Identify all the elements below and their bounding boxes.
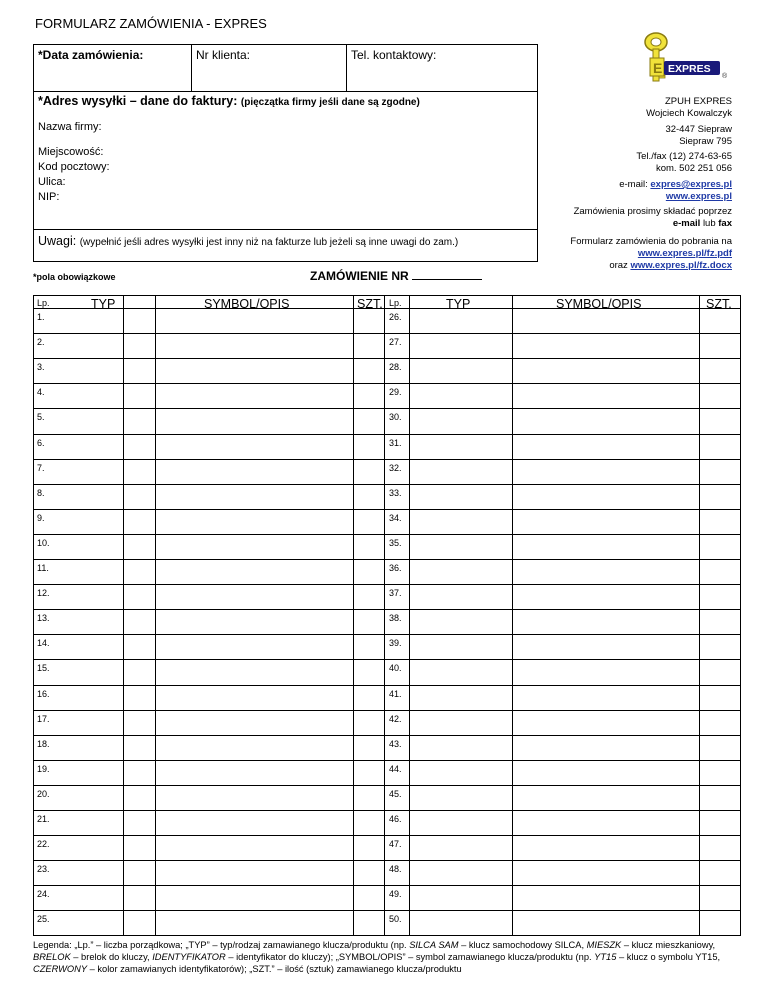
shipping-address-label: *Adres wysyłki – dane do faktury: xyxy=(38,94,238,108)
row-divider xyxy=(34,559,740,560)
legend-part: – klucz mieszkaniowy, xyxy=(621,940,716,950)
row-number-right: 45. xyxy=(389,788,402,799)
row-divider xyxy=(34,860,740,861)
customer-details-box xyxy=(33,44,538,262)
notes-label: Uwagi: xyxy=(38,234,77,248)
legend-part: CZERWONY xyxy=(33,964,88,974)
row-number-right: 50. xyxy=(389,914,402,925)
order-number-title[interactable] xyxy=(310,268,482,283)
row-number-left: 8. xyxy=(37,487,45,498)
legend-part: – klucz o symbolu YT15, xyxy=(616,952,721,962)
order-table xyxy=(33,295,741,936)
company-address-block xyxy=(665,124,732,148)
legend-part: YT15 xyxy=(594,952,617,962)
street-label: Ulica: xyxy=(38,176,66,188)
pdf-link[interactable]: www.expres.pl/fz.pdf xyxy=(637,248,732,259)
company-name: ZPUH EXPRES xyxy=(664,96,732,107)
email-link[interactable]: expres@expres.pl xyxy=(650,179,732,190)
header-lp-right: Lp. xyxy=(389,298,402,308)
legend-part: IDENTYFIKATOR xyxy=(152,952,226,962)
company-mobile: kom. 502 251 056 xyxy=(655,163,732,174)
orders-note-line1: Zamówienia prosimy składać poprzez xyxy=(573,206,732,217)
column-divider xyxy=(384,296,385,935)
column-divider xyxy=(353,296,354,935)
row-number-right: 27. xyxy=(389,337,402,348)
company-street: Siepraw 795 xyxy=(679,136,732,147)
row-divider xyxy=(34,383,740,384)
row-divider xyxy=(34,308,740,309)
row-number-left: 25. xyxy=(37,914,50,925)
required-fields-note: *pola obowiązkowe xyxy=(33,272,116,282)
row-number-right: 32. xyxy=(389,462,402,473)
orders-note-line2 xyxy=(574,218,732,230)
company-name-block xyxy=(646,96,732,120)
notes-hint: (wypełnić jeśli adres wysyłki jest inny niż na fakturze lub jeżeli są inne uwagi do zam.) xyxy=(79,237,459,248)
row-divider xyxy=(34,659,740,660)
company-phone: Tel./fax (12) 274-63-65 xyxy=(636,151,732,162)
row-number-left: 15. xyxy=(37,663,50,674)
row-number-right: 36. xyxy=(389,563,402,573)
header-symbol-right: SYMBOL/OPIS xyxy=(556,297,642,311)
company-phone-block xyxy=(636,151,732,175)
row-number-left: 24. xyxy=(37,889,50,900)
row-number-right: 26. xyxy=(389,312,402,322)
header-szt-right: SZT. xyxy=(706,297,732,311)
row-divider xyxy=(34,459,740,460)
shipping-address-note: (pięczątka firmy jeśli dane są zgodne) xyxy=(240,97,420,108)
column-divider xyxy=(155,296,156,935)
row-divider xyxy=(34,810,740,811)
row-number-left: 6. xyxy=(37,437,45,448)
shipping-address-title xyxy=(38,94,420,108)
legend-part: BRELOK xyxy=(33,952,71,962)
row-number-right: 37. xyxy=(389,588,402,599)
row-divider xyxy=(34,434,740,435)
row-divider xyxy=(34,885,740,886)
orders-note-block xyxy=(574,206,732,230)
row-number-left: 16. xyxy=(37,688,50,699)
legend-part: SILCA SAM xyxy=(409,940,459,950)
row-number-right: 44. xyxy=(389,763,402,774)
header-typ-right: TYP xyxy=(446,297,471,311)
row-number-right: 47. xyxy=(389,839,402,850)
row-divider xyxy=(34,509,740,510)
column-divider xyxy=(123,296,124,935)
row-divider xyxy=(34,609,740,610)
legend-part: – kolor zamawianych identyfikatorów); „SZT.” – ilość (sztuk) zamawianego klucza/produktu xyxy=(87,964,462,974)
nip-label: NIP: xyxy=(38,191,60,203)
row-divider xyxy=(34,534,740,535)
row-number-left: 20. xyxy=(37,788,50,799)
row-number-left: 11. xyxy=(37,563,49,573)
row-divider xyxy=(34,358,740,359)
row-number-right: 46. xyxy=(389,814,402,824)
row-number-left: 4. xyxy=(37,387,45,398)
logo-text: EXPRES xyxy=(668,63,711,75)
download-note-block xyxy=(570,236,732,272)
row-number-right: 33. xyxy=(389,487,402,498)
row-number-left: 7. xyxy=(37,462,45,473)
orders-note-email: e-mail xyxy=(672,218,701,229)
column-divider xyxy=(409,296,410,935)
row-number-right: 43. xyxy=(389,738,402,749)
order-date-field[interactable] xyxy=(34,45,192,91)
row-number-left: 5. xyxy=(37,412,45,423)
key-logo-icon xyxy=(638,30,733,85)
order-date-label: *Data zamówienia: xyxy=(38,48,144,62)
row-number-right: 35. xyxy=(389,537,402,548)
row-divider xyxy=(34,584,740,585)
company-name-label: Nazwa firmy: xyxy=(38,121,102,133)
row-number-left: 23. xyxy=(37,864,50,875)
row-number-right: 30. xyxy=(389,412,402,423)
row-number-right: 38. xyxy=(389,613,402,624)
row-number-left: 10. xyxy=(37,537,50,548)
logo-letter: E xyxy=(653,60,663,76)
row-number-left: 17. xyxy=(37,713,50,724)
row-number-left: 21. xyxy=(37,814,50,824)
row-number-left: 2. xyxy=(37,337,45,348)
order-number-blank[interactable] xyxy=(412,268,482,280)
header-typ-left: TYP xyxy=(91,297,116,311)
orders-note-fax: fax xyxy=(718,218,732,229)
address-fields[interactable] xyxy=(38,120,110,205)
row-number-right: 29. xyxy=(389,387,402,398)
row-divider xyxy=(34,735,740,736)
row-divider xyxy=(34,760,740,761)
row-number-right: 34. xyxy=(389,512,402,523)
row-number-right: 42. xyxy=(389,713,402,724)
document-title: FORMULARZ ZAMÓWIENIA - EXPRES xyxy=(35,16,267,31)
company-contact-block xyxy=(619,179,732,203)
company-email-line xyxy=(619,179,732,191)
row-divider xyxy=(34,333,740,334)
row-number-right: 48. xyxy=(389,864,402,875)
website-link[interactable]: www.expres.pl xyxy=(665,191,732,202)
legend-part: – identyfikator do kluczy); „SYMBOL/OPIS” – symbol zamawianego klucza/produktu (np. xyxy=(225,952,595,962)
row-divider xyxy=(34,685,740,686)
legend-part: – klucz samochodowy SILCA, xyxy=(458,940,587,950)
column-divider xyxy=(512,296,513,935)
legend-part: Legenda: „Lp.” – liczba porządkowa; „TYP” – typ/rodzaj zamawianego klucza/produktu (np. xyxy=(33,940,410,950)
row-number-left: 22. xyxy=(37,839,50,850)
row-divider xyxy=(34,634,740,635)
email-prefix: e-mail: xyxy=(619,179,648,190)
city-label: Miejscowość: xyxy=(38,146,104,158)
row-number-left: 12. xyxy=(37,588,50,599)
order-number-label: ZAMÓWIENIE NR xyxy=(310,269,409,283)
legend-text xyxy=(33,939,741,975)
row-number-left: 18. xyxy=(37,738,50,749)
row-number-left: 14. xyxy=(37,638,50,649)
download-note: Formularz zamówienia do pobrania na xyxy=(570,236,732,247)
row-number-right: 31. xyxy=(389,437,402,448)
row-divider xyxy=(34,910,740,911)
row-number-left: 19. xyxy=(37,763,50,774)
row-divider xyxy=(34,835,740,836)
row-divider xyxy=(34,484,740,485)
row-number-right: 40. xyxy=(389,663,402,674)
row-divider xyxy=(34,710,740,711)
postal-code-label: Kod pocztowy: xyxy=(38,161,110,173)
header-szt-left: SZT. xyxy=(357,297,383,311)
row-number-right: 28. xyxy=(389,362,402,373)
legend-part: MIESZK xyxy=(586,940,622,950)
row-number-left: 1. xyxy=(37,312,45,322)
row-number-left: 3. xyxy=(37,362,45,373)
row-number-right: 39. xyxy=(389,638,402,649)
contact-phone-field[interactable] xyxy=(347,45,537,91)
divider xyxy=(34,229,537,230)
expres-logo xyxy=(638,30,733,85)
registered-mark: ® xyxy=(722,73,728,80)
row-divider xyxy=(34,785,740,786)
docx-prefix: oraz xyxy=(609,260,628,271)
header-symbol-left: SYMBOL/OPIS xyxy=(204,297,290,311)
row-number-left: 9. xyxy=(37,512,45,523)
client-number-field[interactable] xyxy=(192,45,347,91)
column-divider xyxy=(699,296,700,935)
legend-part: – brelok do kluczy, xyxy=(70,952,153,962)
notes-field[interactable] xyxy=(38,234,458,248)
row-number-left: 13. xyxy=(37,613,50,624)
company-owner: Wojciech Kowalczyk xyxy=(646,108,732,119)
row-number-right: 49. xyxy=(389,889,402,900)
row-divider xyxy=(34,408,740,409)
client-number-label: Nr klienta: xyxy=(196,48,251,62)
orders-note-mid: lub xyxy=(702,218,716,229)
header-lp-left: Lp. xyxy=(37,298,50,308)
docx-link[interactable]: www.expres.pl/fz.docx xyxy=(630,260,732,271)
company-postal: 32-447 Siepraw xyxy=(665,124,732,135)
divider xyxy=(34,91,537,92)
row-number-right: 41. xyxy=(389,688,402,699)
contact-phone-label: Tel. kontaktowy: xyxy=(351,48,437,62)
